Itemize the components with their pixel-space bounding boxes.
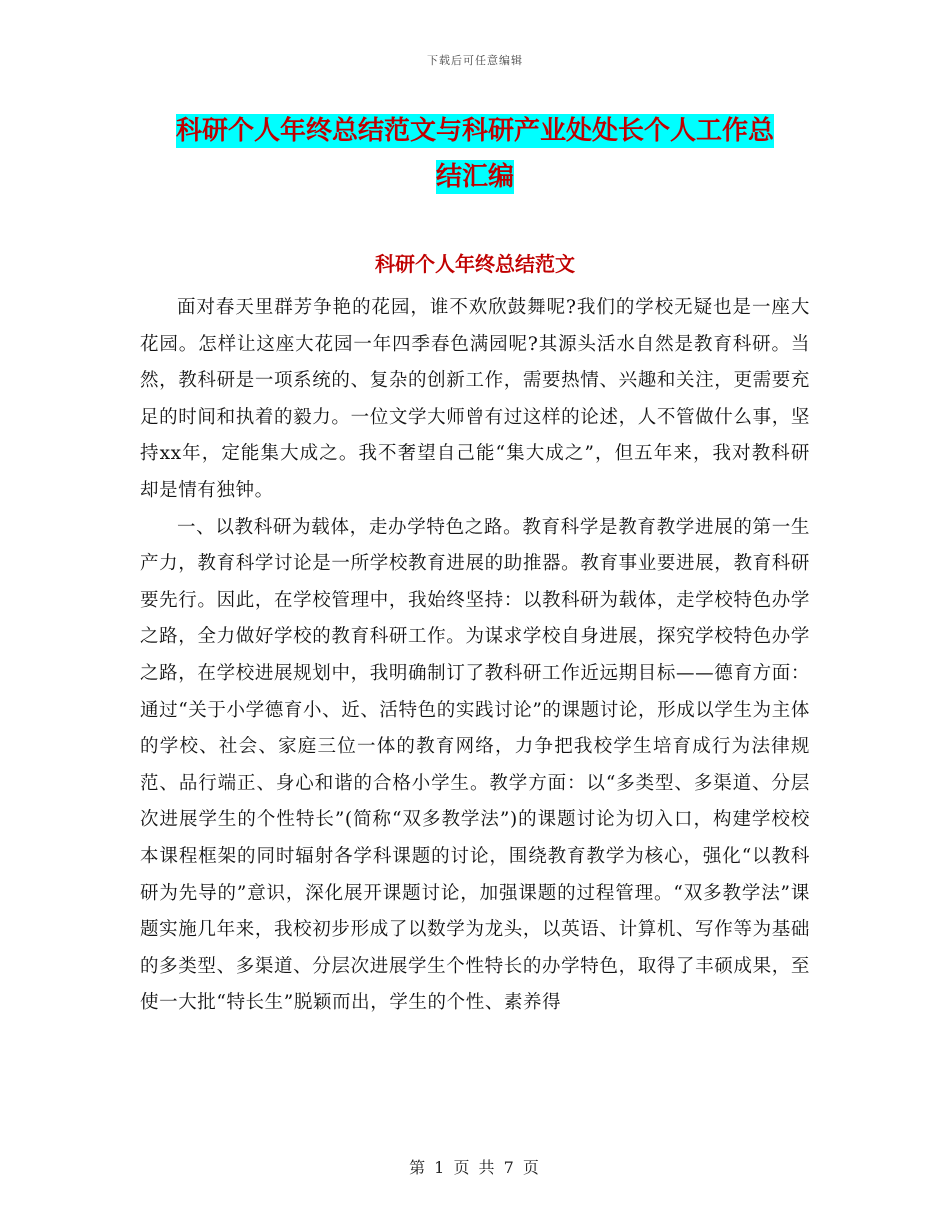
- page-header-note: 下载后可任意编辑: [427, 54, 523, 67]
- page-number: 第 1 页 共 7 页: [409, 1158, 541, 1177]
- body-text: [140, 290, 810, 1022]
- section-title: 科研个人年终总结范文: [375, 252, 575, 276]
- paragraph-2: 一、以教科研为载体，走办学特色之路。教育科学是教育教学进展的第一生产力，教育科学讨论是一所学校教育进展的助推器。教育事业要进展，教育科研要先行。因此，在学校管理中，我始终坚持：以教科研为载体，走学校特色办学之路，全力做好学校的教育科研工作。为谋求学校自身进展，探究学校特色办学之路，在学校进展规划中，我明确制订了教科研工作近远期目标——德育方面：通过“关于小学德育小、近、活特色的实践讨论”的课题讨论，形成以学生为主体的学校、社会、家庭三位一体的教育网络，力争把我校学生培育成行为法律规范、品行端正、身心和谐的合格小学生。教学方面：以“多类型、多渠道、分层次进展学生的个性特长”(简称“双多教学法”)的课题讨论为切入口，构建学校校本课程框架的同时辐射各学科课题的讨论，围绕教育教学为核心，强化“以教科研为先导的”意识，深化展开课题讨论，加强课题的过程管理。“双多教学法”课题实施几年来，我校初步形成了以数学为龙头，以英语、计算机、写作等为基础的多类型、多渠道、分层次进展学生个性特长的办学特色，取得了丰硕成果，至使一大批“特长生”脱颖而出，学生的个性、素养得: [140, 516, 810, 1014]
- document-title: [120, 108, 830, 200]
- paragraph-1: 面对春天里群芳争艳的花园，谁不欢欣鼓舞呢?我们的学校无疑也是一座大花园。怎样让这座大花园一年四季春色满园呢?其源头活水自然是教育科研。当然，教科研是一项系统的、复杂的创新工作，需要热情、兴趣和关注，更需要充足的时间和执着的毅力。一位文学大师曾有过这样的论述，人不管做什么事，坚持xx年，定能集大成之。我不奢望自己能“集大成之”，但五年来，我对教科研却是情有独钟。: [140, 297, 810, 501]
- document-title-line-2: 结汇编: [435, 162, 514, 192]
- document-title-line-1: 科研个人年终总结范文与科研产业处处长个人工作总: [175, 116, 774, 146]
